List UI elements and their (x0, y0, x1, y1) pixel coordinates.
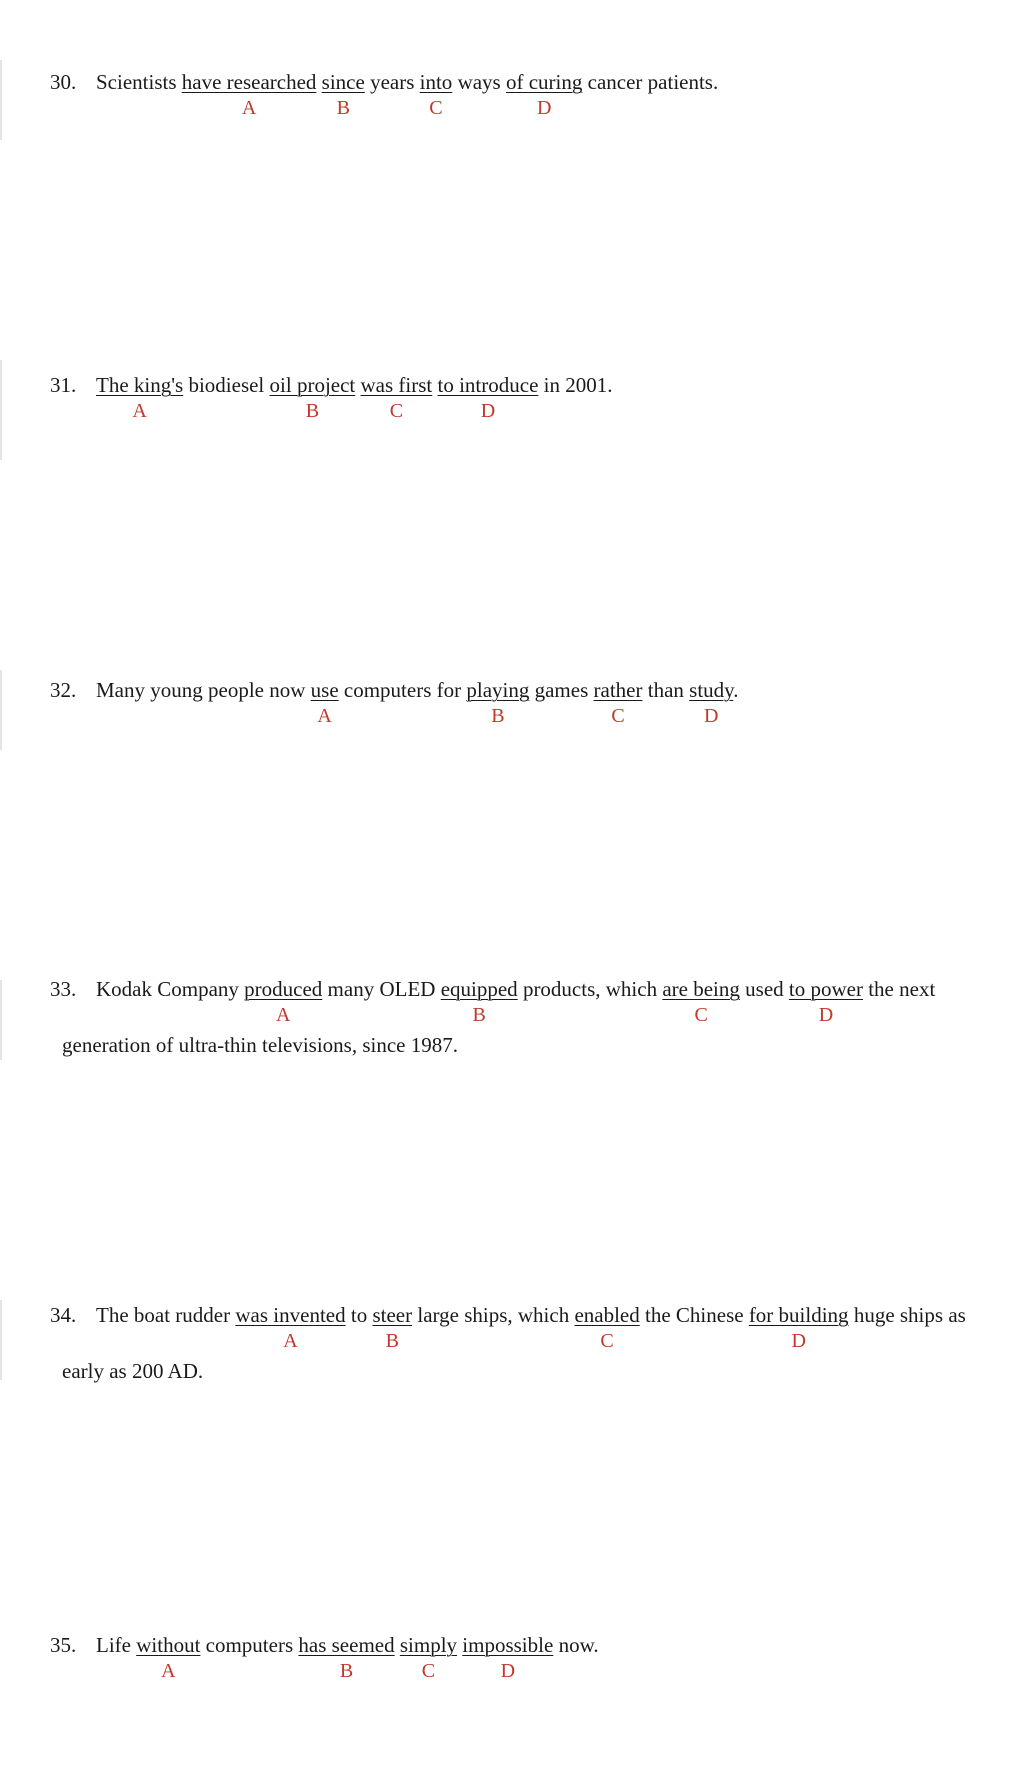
sentence-text: ways (452, 70, 506, 94)
answer-option-d[interactable]: D (480, 400, 496, 422)
sentence-text: the Chinese (639, 1303, 749, 1327)
sentence-text: biodiesel (183, 373, 270, 397)
sentence-text: large ships, which (412, 1303, 575, 1327)
underlined-segment: equipped (440, 977, 518, 1001)
underlined-segment: for building (748, 1303, 849, 1327)
question-sentence (96, 1633, 599, 1657)
question-sentence (96, 373, 613, 397)
sentence-text: than (642, 678, 690, 702)
underlined-segment: The king's (96, 373, 184, 397)
question-sentence (96, 1303, 966, 1327)
question-continuation: generation of ultra-thin televisions, since 1987. (62, 1033, 458, 1057)
answer-option-c[interactable]: C (421, 1660, 436, 1682)
underlined-segment: use (310, 678, 339, 702)
sentence-text: Life (96, 1633, 137, 1657)
answer-option-d[interactable]: D (500, 1660, 516, 1682)
answer-option-b[interactable]: B (336, 97, 350, 119)
question-33 (50, 977, 1010, 1057)
underlined-segment: was invented (235, 1303, 346, 1327)
answer-option-b[interactable]: B (305, 400, 320, 422)
sentence-text: Many young people now (96, 678, 311, 702)
underlined-segment: since (321, 70, 365, 94)
underlined-segment: into (419, 70, 453, 94)
answer-option-c[interactable]: C (611, 705, 625, 727)
sentence-text: cancer patients. (582, 70, 719, 94)
answer-option-a[interactable]: A (317, 705, 332, 727)
answer-option-c[interactable]: C (600, 1330, 614, 1352)
underlined-segment: to power (788, 977, 863, 1001)
answer-option-d[interactable]: D (818, 1004, 834, 1026)
underlined-segment: produced (244, 977, 323, 1001)
question-number: 32. (50, 678, 77, 702)
answer-option-c[interactable]: C (429, 97, 443, 119)
page-edge-mark (0, 360, 2, 460)
question-34 (50, 1303, 1010, 1383)
answer-option-c[interactable]: C (389, 400, 404, 422)
question-sentence (96, 678, 739, 702)
answer-option-b[interactable]: B (472, 1004, 486, 1026)
sentence-text: years (364, 70, 420, 94)
sentence-text: huge ships as (848, 1303, 966, 1327)
question-30 (50, 70, 1010, 130)
question-number: 31. (50, 373, 77, 397)
underlined-segment: simply (399, 1633, 458, 1657)
question-sentence (96, 70, 718, 94)
answer-option-b[interactable]: B (339, 1660, 354, 1682)
underlined-segment: rather (593, 678, 643, 702)
sentence-text: Scientists (96, 70, 182, 94)
sentence-text: products, which (517, 977, 663, 1001)
answer-option-b[interactable]: B (491, 705, 505, 727)
question-continuation: early as 200 AD. (62, 1359, 204, 1383)
sentence-text: . (733, 678, 739, 702)
sentence-text: in 2001. (538, 373, 613, 397)
question-sentence (96, 977, 935, 1001)
sentence-text: games (529, 678, 594, 702)
underlined-segment: to introduce (437, 373, 539, 397)
sentence-text: used (739, 977, 789, 1001)
underlined-segment: are being (662, 977, 740, 1001)
answer-option-a[interactable]: A (275, 1004, 291, 1026)
sentence-text: to (345, 1303, 373, 1327)
sentence-text: many OLED (322, 977, 441, 1001)
underlined-segment: steer (372, 1303, 413, 1327)
page-edge-mark (0, 980, 2, 1060)
question-number: 33. (50, 977, 77, 1001)
page-edge-mark (0, 60, 2, 140)
answer-option-d[interactable]: D (536, 97, 552, 119)
answer-option-d[interactable]: D (703, 705, 719, 727)
answer-option-b[interactable]: B (385, 1330, 399, 1352)
underlined-segment: playing (466, 678, 530, 702)
answer-option-d[interactable]: D (791, 1330, 806, 1352)
question-35 (50, 1633, 1010, 1693)
sentence-text: now. (553, 1633, 599, 1657)
underlined-segment: enabled (574, 1303, 640, 1327)
page-edge-mark (0, 670, 2, 750)
answer-option-c[interactable]: C (694, 1004, 708, 1026)
underlined-segment: was first (360, 373, 433, 397)
question-number: 30. (50, 70, 77, 94)
question-31 (50, 373, 1010, 433)
question-number: 34. (50, 1303, 77, 1327)
sentence-text: The boat rudder (96, 1303, 236, 1327)
sentence-text: computers for (338, 678, 467, 702)
question-32 (50, 678, 1010, 738)
underlined-segment: study (689, 678, 734, 702)
sentence-text: computers (200, 1633, 299, 1657)
underlined-segment: have researched (181, 70, 317, 94)
question-number: 35. (50, 1633, 77, 1657)
answer-option-a[interactable]: A (161, 1660, 176, 1682)
underlined-segment: has seemed (298, 1633, 395, 1657)
underlined-segment: impossible (462, 1633, 554, 1657)
answer-option-a[interactable]: A (283, 1330, 298, 1352)
underlined-segment: without (136, 1633, 201, 1657)
answer-option-a[interactable]: A (241, 97, 257, 119)
underlined-segment: oil project (269, 373, 356, 397)
underlined-segment: of curing (505, 70, 583, 94)
sentence-text: the next (862, 977, 936, 1001)
answer-option-a[interactable]: A (132, 400, 147, 422)
sentence-text: Kodak Company (96, 977, 245, 1001)
page-edge-mark (0, 1300, 2, 1380)
